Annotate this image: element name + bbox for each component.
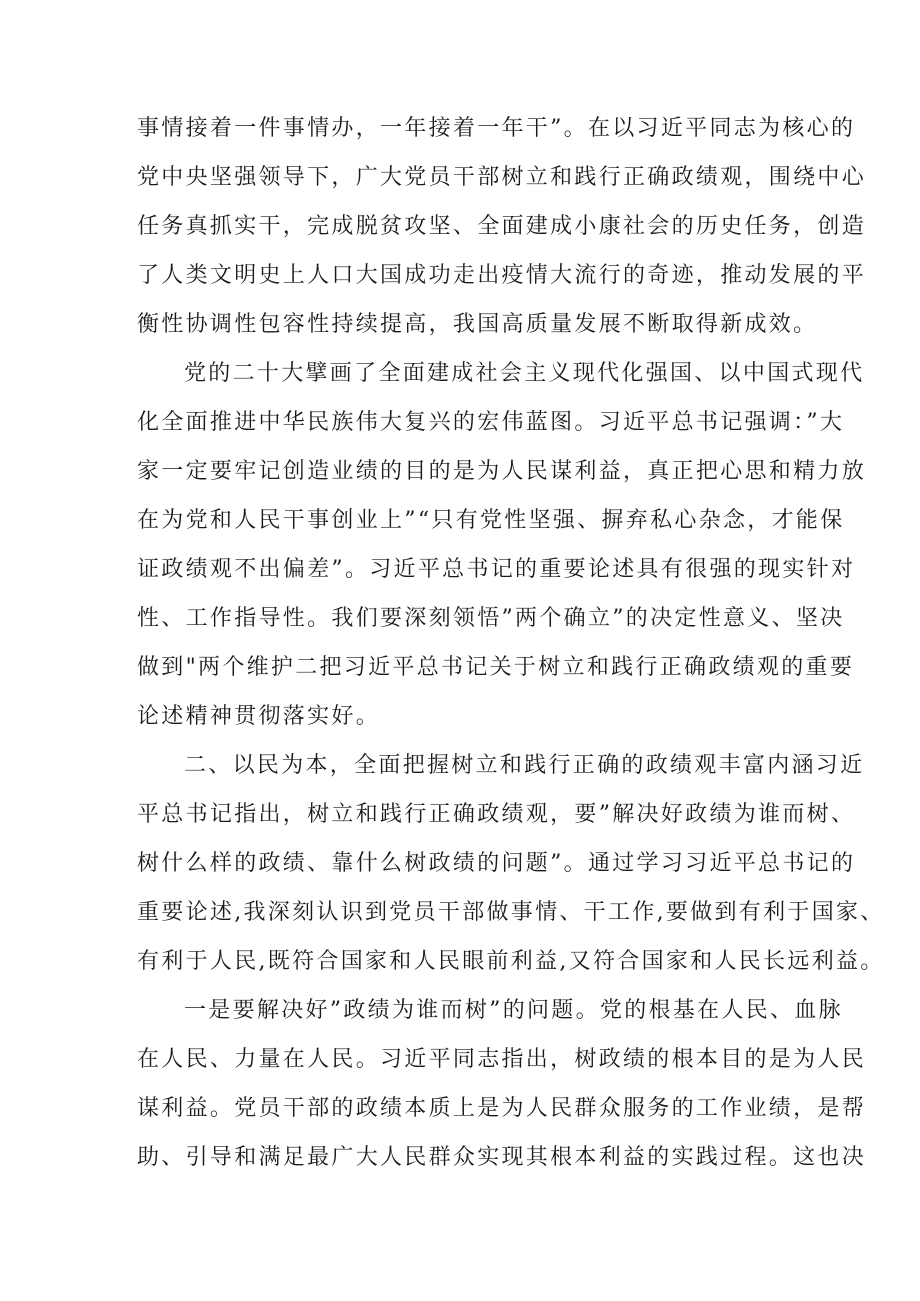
text-line: 论述精神贯彻落实好。 — [137, 704, 381, 729]
text-line: 树什么样的政绩、靠什么树政绩的问题”。通过学习习近平总书记的 — [137, 851, 856, 876]
text-line: 谋利益。党员干部的政绩本质上是为人民群众服务的工作业绩，是帮 — [137, 1096, 867, 1121]
text-line: 了人类文明史上人口大国成功走出疫情大流行的奇迹，推动发展的平 — [137, 263, 867, 288]
paragraph-first-line: 一是要解决好”政绩为谁而树”的问题。党的根基在人民、血脉 — [184, 998, 843, 1023]
text-line: 任务真抓实干，完成脱贫攻坚、全面建成小康社会的历史任务，创造 — [137, 214, 867, 239]
text-line: 助、引导和满足最广大人民群众实现其根本利益的实践过程。这也决 — [137, 1145, 867, 1170]
text-line: 党中央坚强领导下，广大党员干部树立和践行正确政绩观，围绕中心 — [137, 165, 867, 190]
text-line: 在为党和人民干事创业上”“只有党性坚强、摒弃私心杂念，才能保 — [137, 508, 845, 533]
text-line: 证政绩观不出偏差”。习近平总书记的重要论述具有很强的现实针对 — [137, 557, 856, 582]
section-heading-line: 二、以民为本，全面把握树立和践行正确的政绩观丰富内涵习近 — [184, 753, 865, 778]
text-line: 重要论述,我深刻认识到党员干部做事情、干工作,要做到有利于国家、 — [137, 900, 885, 925]
text-line: 在人民、力量在人民。习近平同志指出，树政绩的根本目的是为人民 — [137, 1047, 867, 1072]
text-line: 事情接着一件事情办，一年接着一年干”。在以习近平同志为核心的 — [137, 116, 856, 141]
text-line: 平总书记指出，树立和践行正确政绩观，要”解决好政绩为谁而树、 — [137, 802, 856, 827]
text-line: 衡性协调性包容性持续提高，我国高质量发展不断取得新成效。 — [137, 312, 818, 337]
paragraph-first-line: 党的二十大擘画了全面建成社会主义现代化强国、以中国式现代 — [184, 361, 865, 386]
text-line: 做到"两个维护二把习近平总书记关于树立和践行正确政绩观的重要 — [137, 655, 855, 680]
text-line: 性、工作指导性。我们要深刻领悟”两个确立”的决定性意义、坚决 — [137, 606, 845, 631]
text-line: 有利于人民,既符合国家和人民眼前利益,又符合国家和人民长远利益。 — [137, 949, 885, 974]
text-line: 化全面推进中华民族伟大复兴的宏伟蓝图。习近平总书记强调：”大 — [137, 410, 845, 435]
text-line: 家一定要牢记创造业绩的目的是为人民谋利益，真正把心思和精力放 — [137, 459, 867, 484]
